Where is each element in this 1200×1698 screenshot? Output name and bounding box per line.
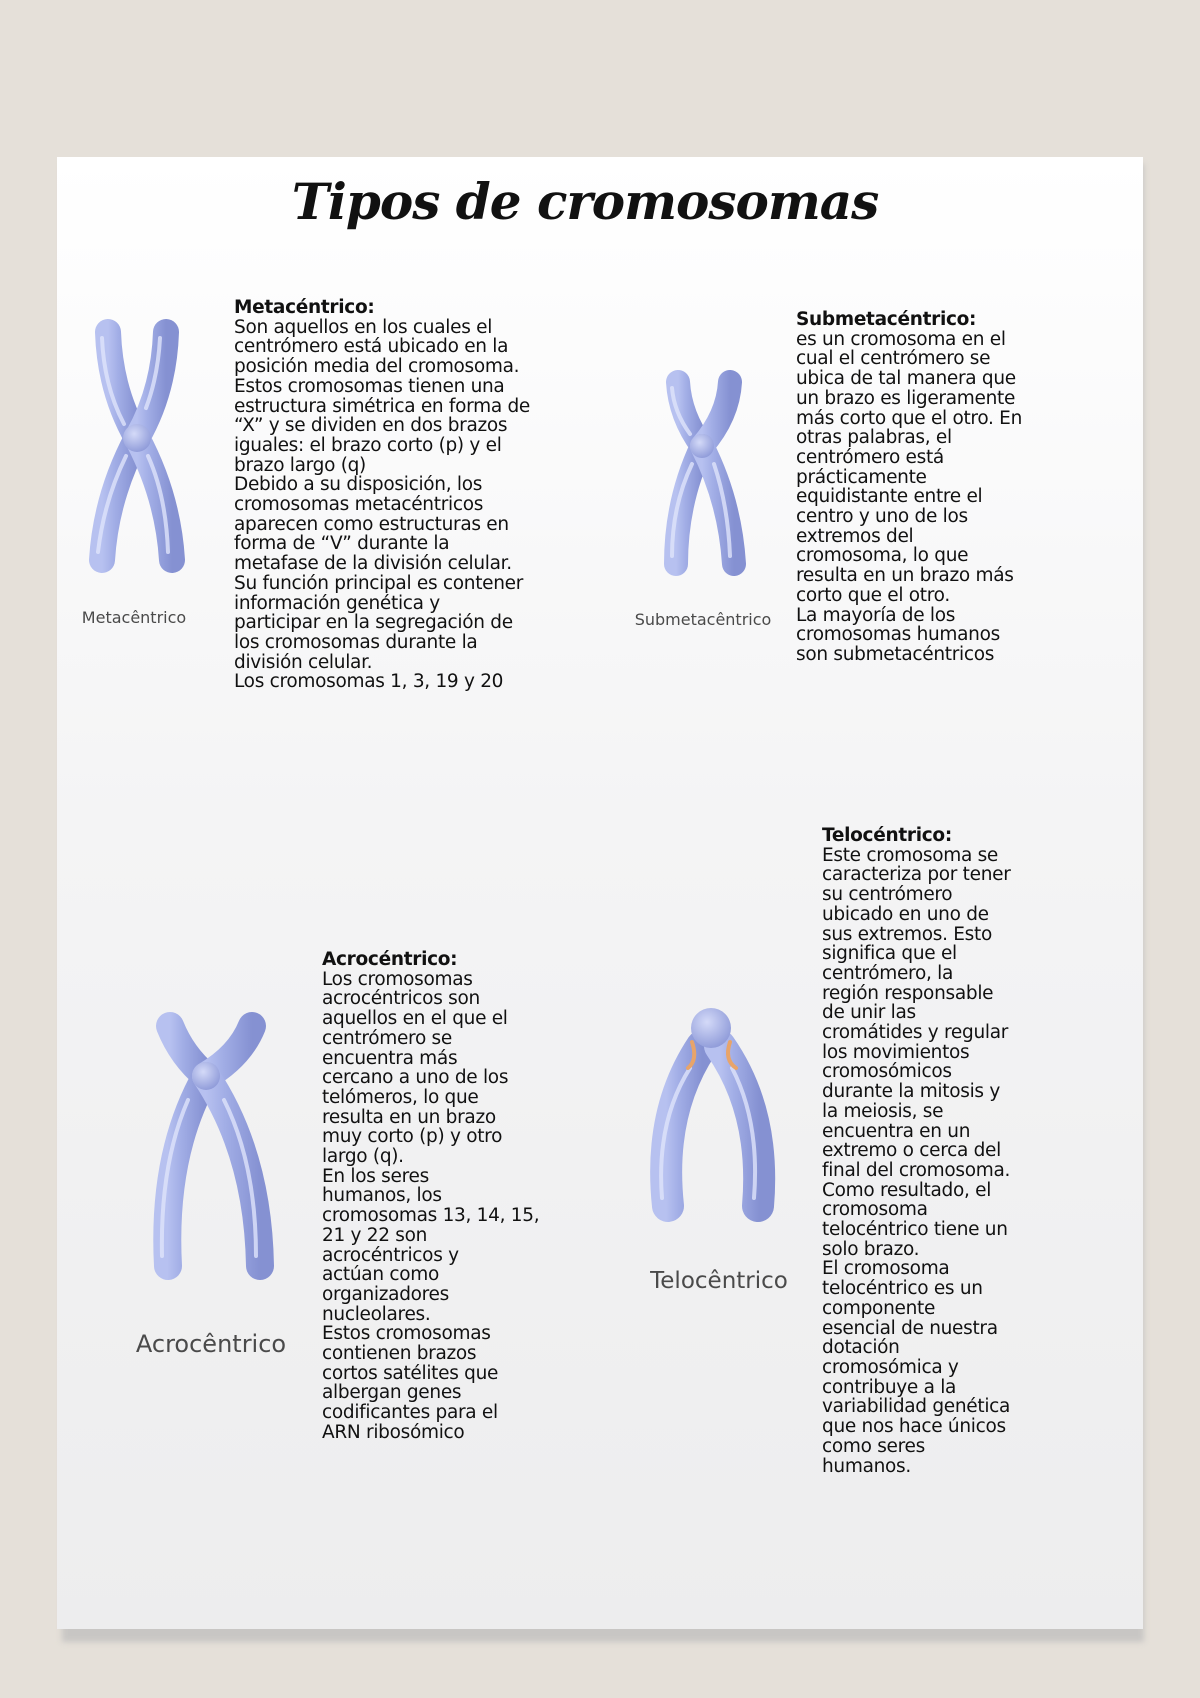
text-line: ubicado en uno de — [822, 903, 989, 925]
metacentric-chromosome-illustration — [82, 316, 192, 578]
text-line: cromosómicos — [822, 1061, 952, 1083]
acrocentric-body — [322, 970, 582, 1443]
text-line: corto que el otro. — [796, 584, 950, 606]
text-line: los cromosomas durante la — [234, 631, 478, 653]
submetacentric-heading: Submetacéntrico: — [796, 309, 977, 330]
text-line: largo (q). — [322, 1146, 404, 1168]
text-line: equidistante entre el — [796, 486, 983, 508]
text-line: estructura simétrica en forma de — [234, 395, 531, 417]
telocentric-description — [822, 826, 1112, 1476]
metacentric-description — [234, 298, 604, 692]
text-line: solo brazo. — [822, 1238, 920, 1260]
text-line: cromosomas metacéntricos — [234, 494, 484, 516]
submetacentric-image-label: Submetacêntrico — [634, 610, 772, 629]
text-line: prácticamente — [796, 466, 927, 488]
text-line: división celular. — [234, 651, 373, 673]
text-line: centrómero está ubicado en la — [234, 336, 509, 358]
text-line: Este cromosoma se — [822, 844, 998, 866]
text-line: organizadores — [322, 1283, 449, 1305]
text-line: dotación — [822, 1337, 900, 1359]
text-line: información genética y — [234, 592, 440, 614]
text-line: resulta en un brazo más — [796, 565, 1014, 587]
text-line: esencial de nuestra — [822, 1317, 998, 1339]
text-line: durante la mitosis y — [822, 1081, 1000, 1103]
text-line: contienen brazos — [322, 1343, 477, 1365]
text-line: cercano a uno de los — [322, 1067, 509, 1089]
acrocentric-description — [322, 950, 582, 1443]
text-line: participar en la segregación de — [234, 612, 513, 634]
text-line: “X” y se dividen en dos brazos — [234, 415, 508, 437]
text-line: codificantes para el — [322, 1402, 498, 1424]
text-line: centro y uno de los — [796, 506, 968, 528]
metacentric-body — [234, 318, 604, 692]
text-line: componente — [822, 1297, 936, 1319]
text-line: significa que el — [822, 943, 957, 965]
text-line: extremo o cerca del — [822, 1140, 1001, 1162]
text-line: cromosómica y — [822, 1356, 959, 1378]
text-line: cortos satélites que — [322, 1362, 499, 1384]
acrocentric-image-label: Acrocêntrico — [135, 1330, 287, 1358]
text-line: otras palabras, el — [796, 427, 952, 449]
text-line: acrocéntricos y — [322, 1244, 459, 1266]
telocentric-chromosome-illustration — [640, 1002, 790, 1228]
text-line: encuentra más — [322, 1047, 458, 1069]
text-line: telocéntrico tiene un — [822, 1219, 1008, 1241]
metacentric-image-label: Metacêntrico — [81, 608, 187, 627]
text-line: muy corto (p) y otro — [322, 1126, 503, 1148]
text-line: 21 y 22 son — [322, 1224, 428, 1246]
text-line: de unir las — [822, 1002, 916, 1024]
telocentric-heading: Telocéntrico: — [822, 825, 952, 846]
text-line: posición media del cromosoma. — [234, 356, 520, 378]
text-line: humanos. — [822, 1455, 911, 1477]
telocentric-image-label: Telocêntrico — [650, 1268, 788, 1294]
text-line: cromosomas humanos — [796, 624, 1000, 646]
text-line: como seres — [822, 1435, 925, 1457]
text-line: iguales: el brazo corto (p) y el — [234, 434, 502, 456]
text-line: un brazo es ligeramente — [796, 387, 1016, 409]
text-line: contribuye a la — [822, 1376, 957, 1398]
text-line: Debido a su disposición, los — [234, 474, 483, 496]
text-line: aparecen como estructuras en — [234, 513, 509, 535]
text-line: región responsable — [822, 982, 994, 1004]
text-line: Son aquellos en los cuales el — [234, 316, 493, 338]
submetacentric-chromosome-illustration — [656, 366, 752, 582]
text-line: Estos cromosomas — [322, 1323, 491, 1345]
text-line: metafase de la división celular. — [234, 553, 512, 575]
text-line: El cromosoma — [822, 1258, 950, 1280]
text-line: centrómero está — [796, 446, 944, 468]
text-line: telocéntrico es un — [822, 1278, 983, 1300]
text-line: sus extremos. Esto — [822, 923, 992, 945]
text-line: es un cromosoma en el — [796, 328, 1006, 350]
text-line: En los seres — [322, 1165, 429, 1187]
submetacentric-body — [796, 330, 1092, 665]
text-line: la meiosis, se — [822, 1100, 944, 1122]
text-line: cual el centrómero se — [796, 348, 991, 370]
metacentric-heading: Metacéntrico: — [234, 297, 375, 318]
text-line: aquellos en el que el — [322, 1008, 508, 1030]
text-line: Los cromosomas 1, 3, 19 y 20 — [234, 671, 504, 693]
text-line: nucleolares. — [322, 1303, 431, 1325]
text-line: Su función principal es contener — [234, 572, 524, 594]
text-line: La mayoría de los — [796, 604, 956, 626]
text-line: humanos, los — [322, 1185, 442, 1207]
text-line: albergan genes — [322, 1382, 462, 1404]
text-line: los movimientos — [822, 1041, 970, 1063]
text-line: forma de “V” durante la — [234, 533, 450, 555]
text-line: acrocéntricos son — [322, 988, 480, 1010]
text-line: encuentra en un — [822, 1120, 971, 1142]
submetacentric-description — [796, 310, 1092, 665]
text-line: final del cromosoma. — [822, 1159, 1011, 1181]
text-line: más corto que el otro. En — [796, 407, 1022, 429]
text-line: cromosomas 13, 14, 15, — [322, 1205, 540, 1227]
text-line: telómeros, lo que — [322, 1086, 479, 1108]
telocentric-body — [822, 846, 1112, 1477]
text-line: que nos hace únicos — [822, 1416, 1006, 1438]
text-line: ubica de tal manera que — [796, 368, 1016, 390]
acrocentric-chromosome-illustration — [148, 1004, 284, 1288]
text-line: Estos cromosomas tienen una — [234, 375, 505, 397]
text-line: centrómero, la — [822, 962, 954, 984]
text-line: centrómero se — [322, 1027, 452, 1049]
text-line: cromátides y regular — [822, 1022, 1009, 1044]
text-line: caracteriza por tener — [822, 864, 1011, 886]
text-line: cromosoma, lo que — [796, 545, 969, 567]
text-line: extremos del — [796, 525, 914, 547]
text-line: son submetacéntricos — [796, 643, 995, 665]
text-line: resulta en un brazo — [322, 1106, 496, 1128]
text-line: brazo largo (q) — [234, 454, 366, 476]
text-line: actúan como — [322, 1264, 439, 1286]
text-line: Como resultado, el — [822, 1179, 992, 1201]
page-title: Tipos de cromosomas — [291, 172, 879, 231]
text-line: cromosoma — [822, 1199, 928, 1221]
acrocentric-heading: Acrocéntrico: — [322, 949, 458, 970]
text-line: su centrómero — [822, 884, 953, 906]
text-line: variabilidad genética — [822, 1396, 1011, 1418]
text-line: ARN ribosómico — [322, 1421, 465, 1443]
text-line: Los cromosomas — [322, 968, 473, 990]
